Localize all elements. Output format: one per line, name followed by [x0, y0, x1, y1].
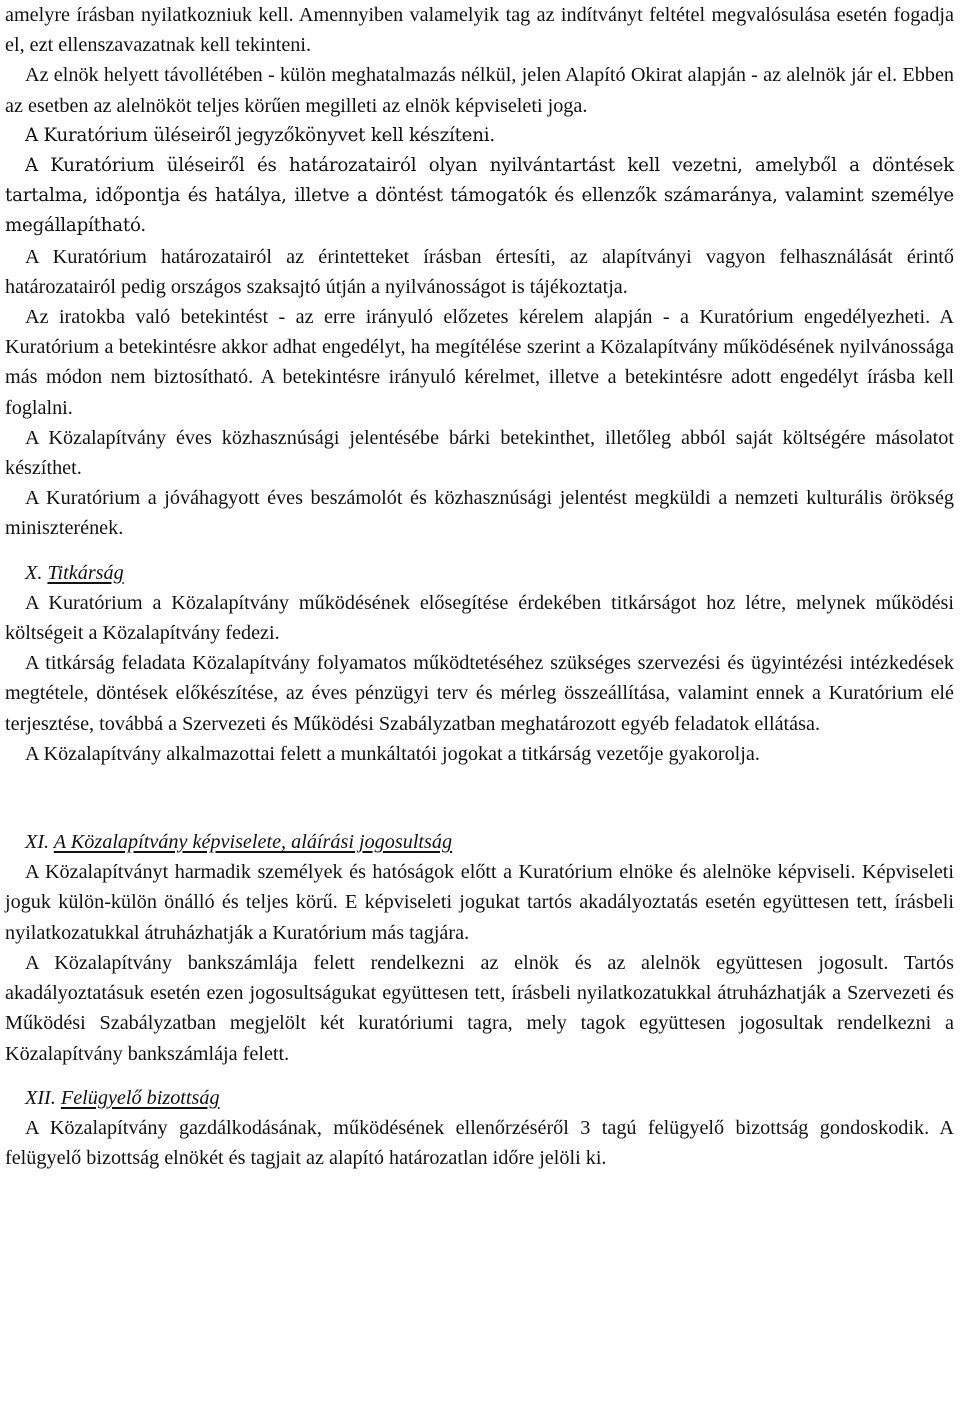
paragraph: A Közalapítvány éves közhasznúsági jelentésébe bárki betekinthet, illetőleg abból saját költségére másolatot készíthet. — [5, 426, 954, 480]
paragraph: A Közalapítvány gazdálkodásának, működésének ellenőrzéséről 3 tagú felügyelő bizottság gondoskodik. A felügyelő bizottság elnökét és tagjait az alapító határozatlan időre jelöli ki. — [5, 1116, 954, 1170]
paragraph: A titkárság feladata Közalapítvány folyamatos működtetéséhez szükséges szervezési és ügyintézési intézkedések megtétele, döntések előkészítése, az éves pénzügyi terv és mérleg összeállítása, valamint ennek a Kuratórium elé terjesztése, továbbá a Szervezeti és Működési Szabályzatban meghatározott egyéb feladatok ellátása. — [5, 652, 954, 735]
section-title: Titkárság — [47, 561, 124, 584]
section-number: X. — [25, 561, 43, 584]
paragraph: A Közalapítványt harmadik személyek és hatóságok előtt a Kuratórium elnöke és alelnöke képviseli. Képviseleti joguk külön-külön önálló és teljes körű. E képviseleti jogukat tartós akadályoztatás esetén együttesen tett, írásbeli nyilatkozatukkal átruházhatják a Kuratórium más tagjára. — [5, 861, 954, 944]
paragraph: A Kuratórium a jóváhagyott éves beszámolót és közhasznúsági jelentést megküldi a nemzeti kulturális örökség miniszterének. — [5, 487, 954, 540]
paragraph: Az iratokba való betekintést - az erre irányuló előzetes kérelem alapján - a Kuratórium engedélyezheti. A Kuratórium a betekintésre akkor adhat engedélyt, ha megítélése szerint a Közalapítvány működésének nyilvánossága más módon nem biztosítható. A betekintésre irányuló kérelmet, illetve a betekintésre adott engedélyt írásba kell foglalni. — [5, 306, 954, 419]
section-heading-x — [5, 558, 954, 588]
paragraph: amelyre írásban nyilatkozniuk kell. Amennyiben valamelyik tag az indítványt feltétel megvalósulása esetén fogadja el, ezt ellenszavazatnak kell tekinteni. — [5, 4, 954, 57]
paragraph: A Kuratórium üléseiről jegyzőkönyvet kell készíteni. — [25, 124, 495, 146]
section-number: XII. — [25, 1086, 56, 1109]
paragraph: A Közalapítvány alkalmazottai felett a munkáltatói jogokat a titkárság vezetője gyakorolja. — [25, 742, 760, 765]
section-number: XI. — [25, 831, 50, 854]
paragraph: A Kuratórium a Közalapítvány működésének elősegítése érdekében titkárságot hoz létre, melynek működési költségeit a Közalapítvány fedezi. — [5, 591, 954, 645]
section-title: Felügyelő bizottság — [60, 1086, 220, 1109]
paragraph: A Kuratórium határozatairól az érintetteket írásban értesíti, az alapítványi vagyon felhasználását érintő határozatairól pedig országos szaksajtó útján a nyilvánosságot is tájékoztatja. — [5, 245, 954, 298]
paragraph: Az elnök helyett távollétében - külön meghatalmazás nélkül, jelen Alapító Okirat alapján - az alelnök jár el. Ebben az esetben az alelnököt teljes körűen megilleti az elnök képviseleti joga. — [5, 64, 954, 117]
paragraph: A Közalapítvány bankszámlája felett rendelkezni az elnök és az alelnök együttesen jogosult. Tartós akadályoztatásuk esetén ezen jogosultságukat együttesen tett, írásbeli nyilatkozatukkal átruházhatják a Szervezeti és Működési Szabályzatban megjelölt két kuratóriumi tagra, mely tagok együttesen jogosultak rendelkezni a Közalapítvány bankszámlája felett. — [5, 951, 954, 1065]
section-heading-xii — [5, 1083, 954, 1113]
section-title: A Közalapítvány képviselete, aláírási jogosultság — [53, 831, 453, 854]
section-heading-xi — [5, 827, 954, 857]
paragraph: A Kuratórium üléseiről és határozatairól olyan nyilvántartást kell vezetni, amelyből a döntések tartalma, időpontja és hatálya, illetve a döntést támogatók és ellenzők számaránya, valamint személye megállapítható. — [5, 155, 954, 237]
